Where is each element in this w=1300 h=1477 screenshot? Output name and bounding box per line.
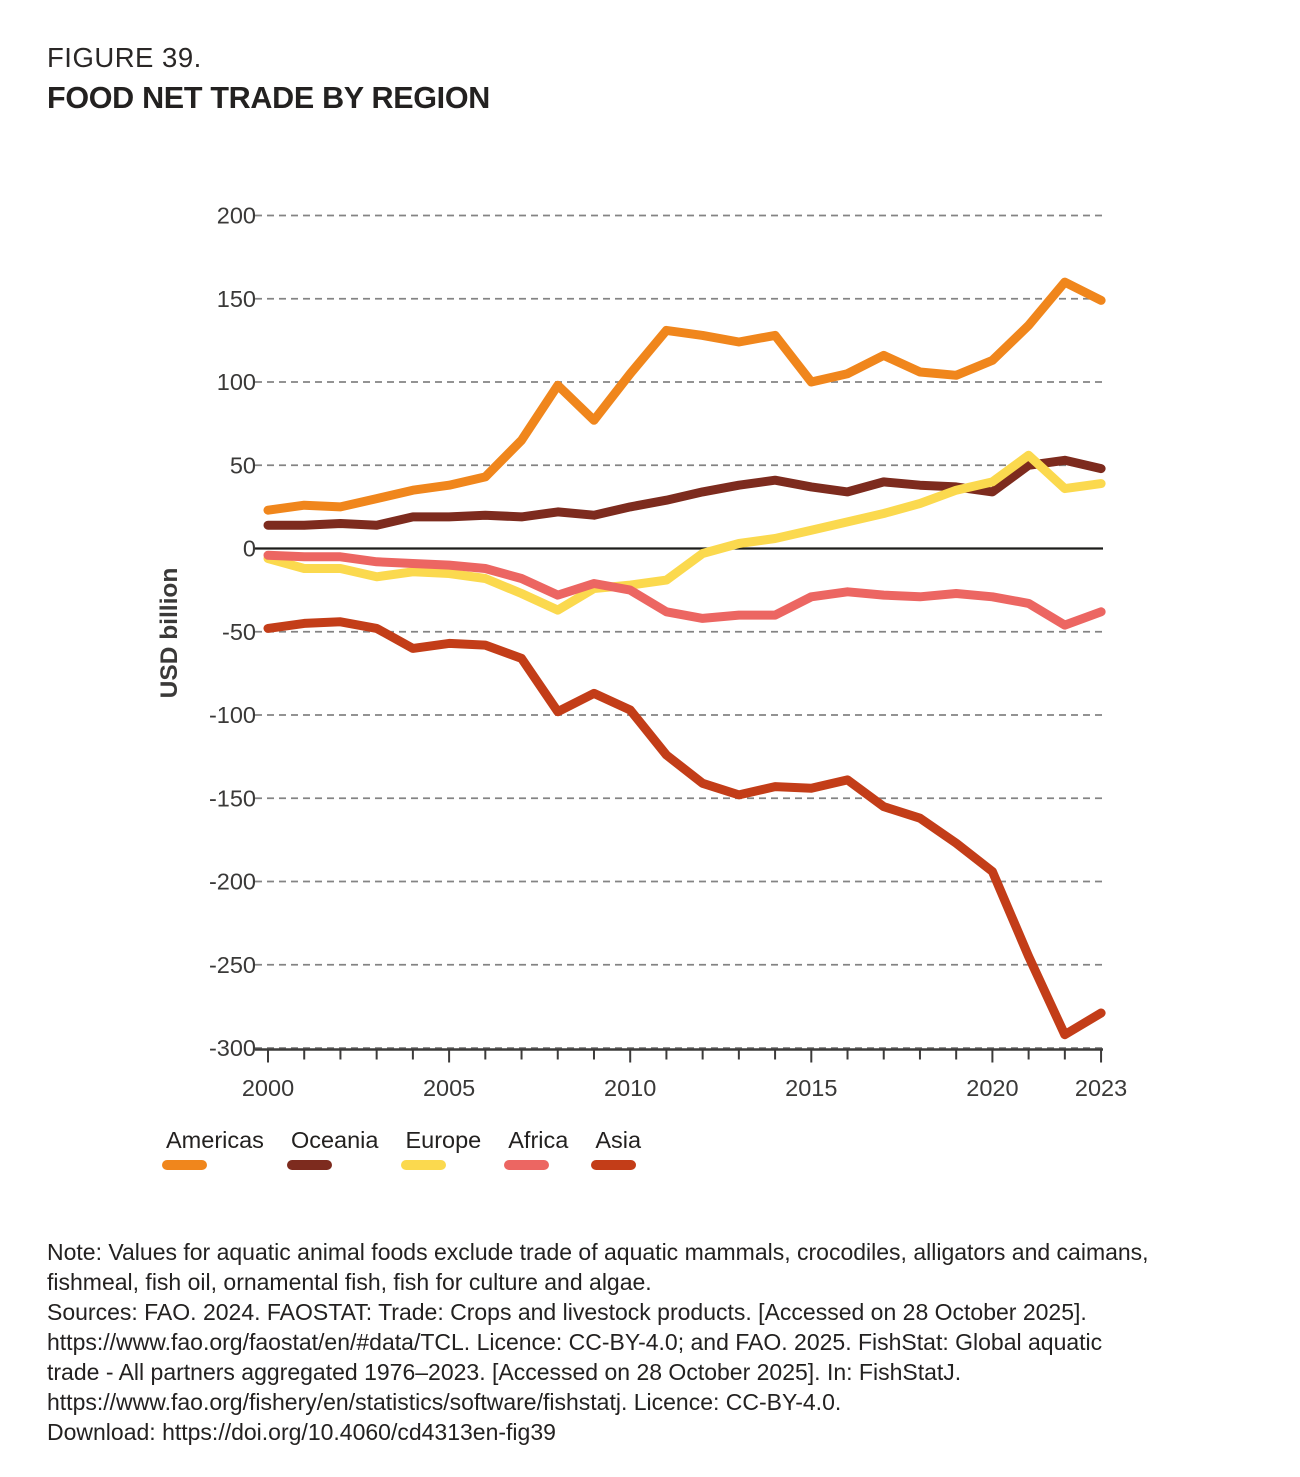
legend-item-africa [508,1127,568,1170]
note-line: Download: https://doi.org/10.4060/cd4313en-fig39 [47,1419,556,1445]
y-tick-label: 0 [242,535,256,562]
legend-label: Oceania [290,1127,379,1153]
note-line: Note: Values for aquatic animal foods exclude trade of aquatic mammals, crocodiles, alligators and caimans, [47,1239,1149,1265]
legend-swatch [162,1160,207,1170]
legend-swatch [591,1160,636,1170]
legend-label: Africa [508,1127,569,1153]
y-tick-label: -150 [208,785,256,812]
x-tick-label: 2023 [1074,1075,1128,1101]
series-line-europe [268,455,1101,610]
legend-item-asia [595,1127,641,1170]
legend-label: Asia [595,1127,642,1153]
legend-item-europe [405,1127,481,1170]
note-line: fishmeal, fish oil, ornamental fish, fish for culture and algae. [47,1269,652,1295]
legend-label: Europe [405,1127,482,1153]
page-title: FOOD NET TRADE BY REGION [47,81,490,115]
legend-swatch [401,1160,446,1170]
y-tick-label: -50 [222,618,256,645]
note-line: Sources: FAO. 2024. FAOSTAT: Trade: Crops and livestock products. [Accessed on 28 October 2025]. [47,1299,1087,1325]
legend-label: Americas [166,1127,264,1153]
note-line: https://www.fao.org/fishery/en/statistics/software/fishstatj. Licence: CC-BY-4.0. [47,1389,842,1415]
figure-notes [47,1237,1272,1447]
y-tick-label: 150 [216,285,256,312]
y-tick-label: 200 [216,202,256,229]
series-line-americas [268,282,1101,510]
y-tick-label: 100 [216,369,256,395]
x-tick-label: 2015 [785,1075,838,1101]
legend-item-oceania [291,1127,379,1170]
y-tick-label: -100 [208,702,256,728]
legend-item-americas [166,1127,264,1170]
figure-label: FIGURE 39. [47,42,202,73]
x-tick-label: 2005 [422,1075,476,1101]
y-axis-title: USD billion [156,567,183,699]
x-tick-label: 2020 [966,1075,1019,1101]
note-line: trade - All partners aggregated 1976–2023. [Accessed on 28 October 2025]. In: FishStatJ. [47,1359,962,1385]
series-line-asia [268,622,1101,1035]
note-line: https://www.fao.org/faostat/en/#data/TCL. Licence: CC-BY-4.0; and FAO. 2025. FishStat: Global aquatic [47,1329,1103,1355]
legend-swatch [504,1160,549,1170]
y-tick-label: -200 [208,868,256,895]
chart-legend [166,1127,641,1170]
y-tick-label: -250 [208,951,256,978]
legend-swatch [287,1160,332,1170]
x-tick-label: 2010 [604,1075,657,1101]
y-tick-label: 50 [229,452,256,479]
x-tick-label: 2000 [241,1075,295,1101]
y-tick-label: -300 [208,1035,256,1061]
